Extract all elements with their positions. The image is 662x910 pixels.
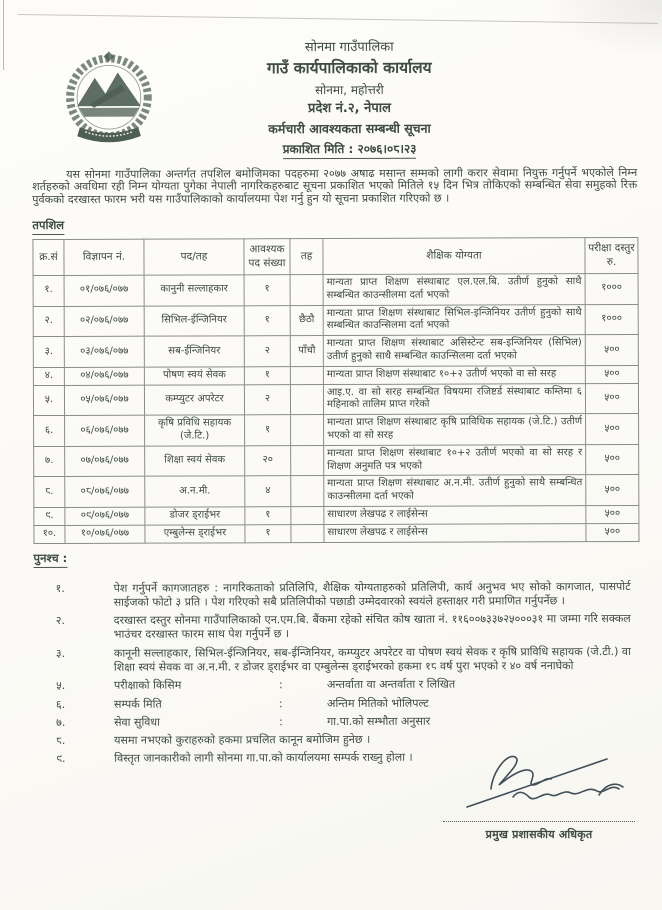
note-value: अन्तिम मितिको भोलिपल्ट [327, 696, 429, 710]
cell-count: २ [244, 384, 290, 415]
org-name: सोनमा गाउँपालिका [304, 39, 394, 56]
cell-post: सिभिल-ईन्जिनियर [144, 305, 244, 336]
column-header-6: परीक्षा दस्तुर रु. [585, 238, 638, 274]
signature-scribble-icon [439, 745, 639, 817]
vacancy-table-header-row [33, 238, 638, 276]
cell-fee: ५०० [585, 383, 638, 414]
municipality-emblem-logo [56, 51, 162, 155]
cell-level [290, 366, 323, 384]
cell-level [290, 274, 323, 305]
note-text: दरखास्त दस्तुर सोनमा गाउँपालिकाको एन.एम.बि. बैंकमा रहेको संचित कोष खाता नं. ११६००७३३७२५०००३१ मा जम्मा गरि सक्कल भाउंचर दरखास्त फारम साथ पेश गर्नुपर्ने छ । [113, 612, 631, 642]
table-row [34, 444, 639, 477]
cell-fee: ५०० [586, 414, 639, 445]
cell-count: २ [244, 336, 290, 367]
notes-list [34, 579, 640, 766]
cell-level [291, 445, 324, 476]
cell-level [290, 384, 323, 415]
column-header-1: विज्ञापन नं. [64, 239, 144, 275]
table-row [33, 273, 638, 306]
cell-ad_no: ०३/०७६/०७७ [64, 336, 144, 367]
cell-qualification: मान्यता प्राप्त शिक्षण संस्थाबाट एल.एल.बि. उतीर्ण हुनुको साथै सम्बन्धित काउन्सीलमा दर्ता भएको [323, 274, 585, 306]
signature-line [443, 821, 635, 822]
cell-sn: ३. [33, 337, 64, 368]
cell-fee: १००० [585, 273, 638, 304]
cell-fee: ५०० [586, 444, 639, 475]
intro-paragraph: यस सोनमा गाउँपालिका अन्तर्गत तपशिल बमोजिमका पदहरुमा २०७७ अषाढ मसान्त सम्मको लागी करार सेवामा नियुक्त गर्नुपर्ने भएकोले निम्न शर्तहरुको अवधिमा रही निम्न योग्यता पुगेका नेपाली नागरिकहरुबाट सूचना प्रकाशित भएको मितिले १५ दिन भित्र तोकिएको सम्बन्धित सेवा समुहको रिक्त पुर्वकको दरखास्त फारम भरी यस गाउँपालिकाको कार्यालयमा पेश गर्नु हुन यो सूचना प्रकाशित गरिएको छ । [32, 165, 638, 207]
office-name: गाउँ कार्यपालिकाको कार्यालय [267, 58, 432, 78]
cell-ad_no: ०७/०७६/०७७ [65, 446, 145, 477]
note-label: सम्पर्क मिति [114, 697, 162, 711]
column-header-0: क्र.सं [33, 240, 64, 276]
cell-ad_no: १०/०७६/०७७ [65, 525, 145, 543]
cell-sn: ८. [34, 477, 65, 508]
table-row [33, 365, 638, 385]
cell-count: १ [244, 275, 290, 306]
emblem-icon [56, 51, 162, 151]
cell-post: एम्बुलेन्स ड्राईभर [145, 525, 245, 543]
note-separator: : [278, 678, 283, 692]
note-item [34, 645, 639, 676]
cell-ad_no: ०१/०७६/०७७ [64, 275, 144, 306]
column-header-2: पद/तह [144, 239, 244, 275]
cell-fee: १००० [585, 304, 638, 335]
cell-level [291, 476, 324, 507]
cell-post: डोजर ड्राईभर [145, 507, 245, 525]
note-label: सेवा सुविधा [114, 715, 161, 729]
cell-level: पाँचौ [290, 336, 323, 367]
punashcha-label: पुनश्च : [34, 548, 639, 567]
cell-ad_no: ०६/०७६/०७७ [65, 415, 145, 446]
tapasil-label: तपशिल [32, 216, 637, 235]
table-row [33, 304, 638, 337]
cell-count: १ [244, 305, 290, 336]
cell-ad_no: ०९/०७६/०७७ [65, 507, 145, 525]
note-label: परीक्षाको किसिम [113, 678, 182, 693]
signature-block [434, 745, 644, 842]
cell-qualification: मान्यता प्राप्त शिक्षण संस्थाबाट १०+२ उतीर्ण भएको वा सो सरह [323, 365, 585, 384]
cell-qualification: साधारण लेखपढ र लाईसेन्स [324, 506, 586, 525]
note-item [34, 612, 639, 643]
cell-post: कम्प्युटर अपरेटर [144, 384, 244, 415]
cell-post: कानुनी सल्लाहकार [144, 275, 244, 306]
cell-ad_no: ०२/०७६/०७७ [64, 306, 144, 337]
cell-count: १ [245, 507, 291, 525]
note-text: विस्तृत जानकारीको लागी सोनमा गा.पा.को कार्यालयमा सम्पर्क राख्नु होला । [114, 751, 413, 766]
cell-sn: १०. [34, 525, 65, 543]
cell-count: ४ [245, 476, 291, 507]
note-separator: : [279, 715, 283, 729]
cell-sn: ७. [34, 446, 65, 477]
notice-title: कर्मचारी आवश्यकता सम्बन्धी सूचना [268, 120, 431, 137]
cell-level: छैठौ [290, 305, 323, 336]
cell-count: २० [245, 445, 291, 476]
table-row [34, 505, 639, 525]
note-item [34, 677, 639, 693]
published-date-line: प्रकाशित मिति : २०७६।०८।२३ [62, 140, 637, 159]
note-value: अन्तर्वाता वा अन्तर्वाता र लिखित [326, 677, 456, 692]
cell-count: १ [245, 524, 291, 542]
table-row [34, 414, 639, 447]
note-number: ५. [55, 679, 66, 693]
note-text: पेश गर्नुपर्ने कागजातहरु : नागरिकताको प्रतिलिपि, शैक्षिक योग्यताहरुको प्रतिलिपी, कार्य अनुभव भए सोको कागजात, पासपोर्ट साईजको फोटो ३ प्रति । पेश गरिएको सबै प्रतिलिपीको पछाडी उम्मेदवारको स्वयंले हस्ताक्षर गरी प्रमाणित गर्नुपर्नेछ । [113, 579, 631, 609]
cell-count: १ [245, 415, 291, 446]
cell-level [291, 506, 324, 524]
column-header-4: तह [290, 239, 323, 275]
cell-ad_no: ०४/०७६/०७७ [64, 367, 144, 385]
column-header-5: शैक्षिक योग्यता [323, 238, 585, 275]
cell-qualification: मान्यता प्राप्त शिक्षण संस्थाबाट असिस्टेन्ट सब-इन्जिनियर (सिभिल) उतीर्ण हुनुको साथै सम्बन्धित काउन्सिलमा दर्ता भएको [323, 335, 585, 367]
cell-ad_no: ०५/०७६/०७७ [64, 385, 144, 416]
column-header-3: आवश्यक पद संख्या [244, 239, 290, 275]
cell-post: पोषण स्वयं सेवक [144, 367, 244, 385]
cell-count: १ [244, 366, 290, 384]
cell-sn: ६. [34, 416, 65, 447]
table-row [33, 383, 638, 416]
cell-post: अ.न.मी. [145, 476, 245, 507]
cell-fee: ५०० [586, 505, 639, 523]
cell-fee: ५०० [585, 365, 638, 383]
cell-qualification: मान्यता प्राप्त शिक्षण संस्थाबाट १०+२ उतीर्ण भएको वा सो सरह र शिक्षण अनुमति पत्र भएको [324, 444, 586, 476]
document-body [32, 39, 640, 771]
cell-fee: ५०० [586, 475, 639, 506]
cell-sn: ५. [33, 385, 64, 416]
cell-qualification: आइ.ए. वा सो सरह सम्बन्धित विषयमा रजिष्टर्ड संस्थाबाट कम्तिमा ६ महिनाको तालिम प्राप्त गरेको [323, 383, 585, 415]
signatory-title: प्रमुख प्रशासकीय अधिकृत [485, 828, 593, 841]
table-row [33, 335, 638, 368]
note-number: ७. [56, 715, 66, 729]
note-text: कानूनी सल्लाहकार, सिभिल-ईन्जिनियर, सब-ईन्जिनियर, कम्प्युटर अपरेटर वा पोषण स्वयं सेवक र कृषि प्राविधि सहायक (जे.टी.) वा शिक्षा स्वयं सेवक वा अ.न.मी. र डोजर ड्राईभर वा एम्बुलेन्स ड्राईभरको हकमा १८ वर्ष पुरा भएको र ४० वर्ष ननाघेको [113, 644, 631, 674]
table-row [34, 523, 639, 543]
cell-fee: ५०० [585, 335, 638, 366]
note-value: गा.पा.को सम्भौता अनुसार [327, 714, 431, 728]
cell-post: शिक्षा स्वयं सेवक [145, 446, 245, 477]
cell-qualification: मान्यता प्राप्त शिक्षण संस्थाबाट कृषि प्राविधिक सहायक (जे.टि.) उतीर्ण भएको वा सो सरह [324, 414, 586, 446]
cell-level [291, 524, 324, 542]
cell-sn: ९. [34, 507, 65, 525]
table-row [34, 475, 639, 508]
cell-post: सब-ईन्जिनियर [144, 336, 244, 367]
cell-qualification: मान्यता प्राप्त शिक्षण संस्थाबाट सिभिल-इन्जिनियर उतीर्ण हुनुको साथै सम्बन्धित काउन्सिलमा दर्ता भएको [323, 304, 585, 336]
note-number: २. [55, 614, 65, 628]
scan-artifact-edge [3, 0, 4, 70]
note-number: १. [55, 581, 65, 595]
cell-post: कृषि प्रविधि सहायक (जे.टि.) [145, 415, 245, 446]
cell-level [291, 415, 324, 446]
note-item [34, 696, 639, 712]
note-separator: : [279, 696, 283, 710]
cell-qualification: मान्यता प्राप्त शिक्षण संस्थाबाट अ.न.मी. उतीर्ण हुनुको साथै सम्बन्धित काउन्सीलमा दर्ता भएको [324, 475, 586, 507]
note-item [34, 579, 639, 610]
vacancy-table-body [33, 273, 639, 543]
office-location: सोनमा, महोत्तरी [314, 82, 384, 97]
note-number: ९. [56, 752, 66, 766]
province-line: प्रदेश नं.२, नेपाल [308, 100, 391, 116]
note-number: ८. [56, 734, 66, 748]
cell-ad_no: ०८/०७६/०७७ [65, 476, 145, 507]
note-text: यसमा नभएको कुराहरुको हकमा प्रचलित कानून बमोजिम हुनेछ । [114, 733, 371, 747]
cell-sn: २. [33, 306, 64, 337]
cell-qualification: साधारण लेखपढ र लाईसेन्स [324, 523, 586, 542]
cell-sn: १. [33, 275, 64, 306]
cell-sn: ४. [33, 367, 64, 385]
note-item [34, 714, 639, 730]
cell-fee: ५०० [586, 523, 639, 541]
note-number: ३. [55, 646, 66, 660]
vacancy-table [32, 237, 639, 544]
note-number: ६. [56, 697, 66, 711]
